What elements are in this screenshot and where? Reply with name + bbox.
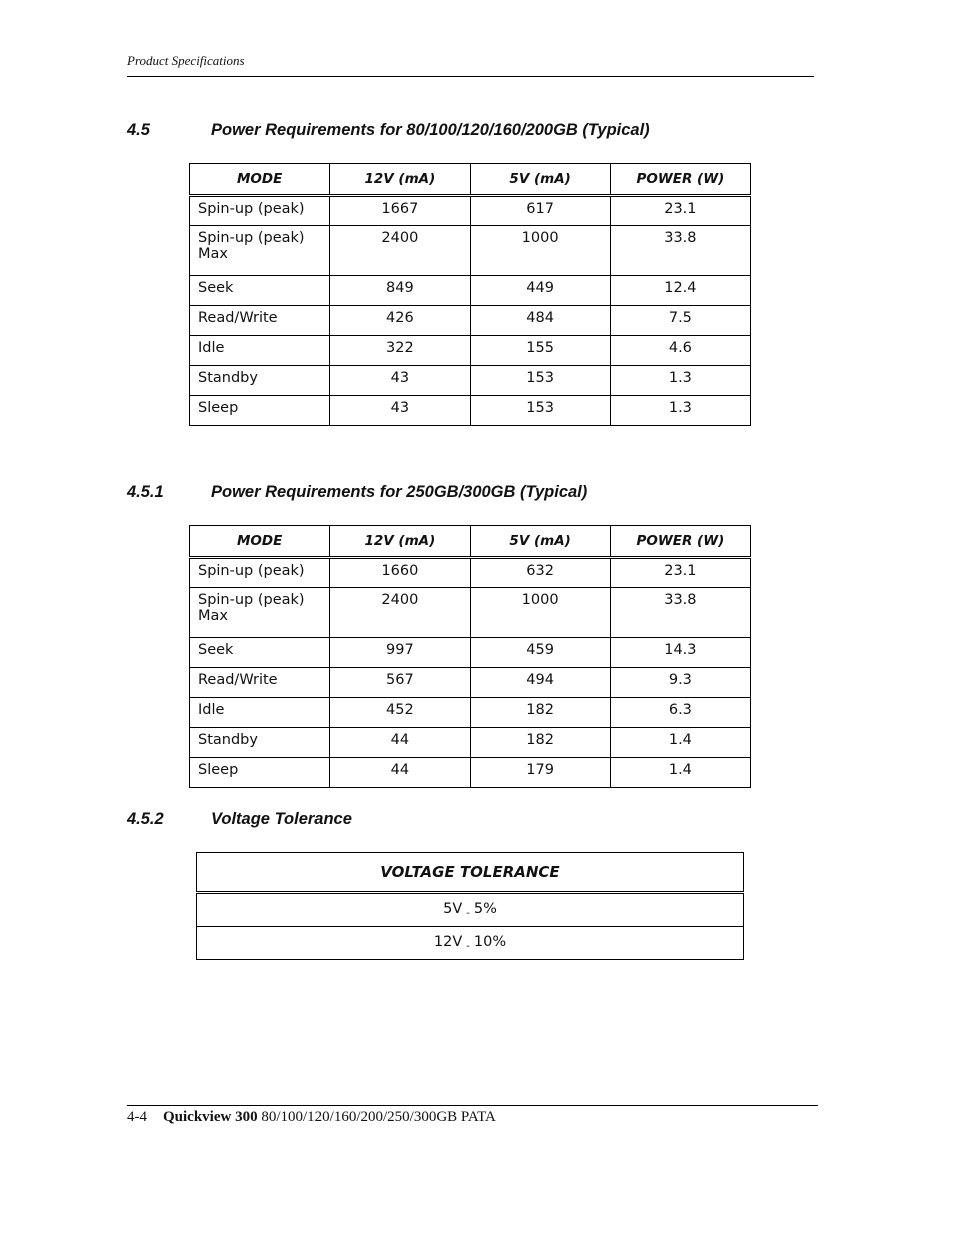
section-number: 4.5.2 [127,810,164,828]
power-cell: 9.3 [610,668,750,698]
product-name: Quickview 300 [163,1109,258,1125]
power-cell: 4.6 [610,336,750,366]
voltage-tolerance-table [196,852,744,960]
table-row [190,226,751,276]
12v-cell: 567 [330,668,470,698]
power-table-80-200gb [189,163,751,426]
column-header: VOLTAGE TOLERANCE [197,853,744,893]
tolerance-cell [197,927,744,960]
12v-cell: 849 [330,276,470,306]
5v-cell: 153 [470,366,610,396]
tolerance-cell [197,893,744,927]
column-header: 5V (mA) [470,164,610,196]
power-cell: 12.4 [610,276,750,306]
table-row [190,588,751,638]
table-row [190,638,751,668]
column-header: MODE [190,164,330,196]
5v-cell: 449 [470,276,610,306]
section-number: 4.5 [127,121,150,139]
mode-cell: Sleep [190,758,330,788]
table-header-row [190,164,751,196]
table-row [190,396,751,426]
power-cell: 1.3 [610,366,750,396]
section-number: 4.5.1 [127,483,164,501]
mode-cell: Standby [190,728,330,758]
column-header: 12V (mA) [330,164,470,196]
5v-cell: 1000 [470,588,610,638]
12v-cell: 2400 [330,588,470,638]
power-cell: 1.4 [610,728,750,758]
12v-cell: 452 [330,698,470,728]
running-header: Product Specifications [127,53,245,68]
table-row [197,893,744,927]
mode-cell: Idle [190,698,330,728]
section-title-text: Voltage Tolerance [211,810,352,828]
header-rule [127,76,814,77]
5v-cell: 617 [470,196,610,226]
5v-cell: 155 [470,336,610,366]
section-title-text: Power Requirements for 80/100/120/160/200GB (Typical) [211,121,650,139]
5v-cell: 494 [470,668,610,698]
section-heading-4-5-1 [127,483,587,502]
table-header-row [190,526,751,558]
12v-cell: 2400 [330,226,470,276]
12v-cell: 1660 [330,558,470,588]
12v-cell: 426 [330,306,470,336]
section-title-text: Power Requirements for 250GB/300GB (Typical) [211,483,588,501]
column-header: MODE [190,526,330,558]
mode-cell: Standby [190,366,330,396]
12v-cell: 44 [330,758,470,788]
voltage-value: 12V [433,934,463,950]
column-header: 12V (mA) [330,526,470,558]
table-row [190,558,751,588]
12v-cell: 322 [330,336,470,366]
mode-cell: Seek [190,276,330,306]
mode-cell: Seek [190,638,330,668]
5v-cell: 153 [470,396,610,426]
table-row [190,366,751,396]
5v-cell: 182 [470,728,610,758]
table-row [190,668,751,698]
power-table-250-300gb [189,525,751,788]
12v-cell: 44 [330,728,470,758]
power-cell: 33.8 [610,588,750,638]
power-cell: 33.8 [610,226,750,276]
12v-cell: 43 [330,366,470,396]
column-header: POWER (W) [610,164,750,196]
mode-cell: Read/Write [190,306,330,336]
column-header: POWER (W) [610,526,750,558]
product-description: 80/100/120/160/200/250/300GB PATA [261,1109,496,1125]
12v-cell: 1667 [330,196,470,226]
power-cell: 14.3 [610,638,750,668]
mode-cell: Spin-up (peak) Max [190,226,330,276]
power-cell: 23.1 [610,558,750,588]
table-row [190,758,751,788]
plus-minus-symbol: - [466,908,470,919]
5v-cell: 459 [470,638,610,668]
power-cell: 7.5 [610,306,750,336]
table-row [190,698,751,728]
tolerance-value: 10% [473,934,507,950]
tolerance-value: 5% [473,901,497,917]
table-row [190,306,751,336]
mode-cell: Spin-up (peak) [190,196,330,226]
12v-cell: 43 [330,396,470,426]
table-row [190,196,751,226]
table-row [190,336,751,366]
mode-cell: Read/Write [190,668,330,698]
table-row [190,276,751,306]
section-heading-4-5-2 [127,810,352,829]
5v-cell: 179 [470,758,610,788]
mode-cell: Idle [190,336,330,366]
power-cell: 6.3 [610,698,750,728]
column-header: 5V (mA) [470,526,610,558]
footer-rule [127,1105,818,1106]
mode-cell: Spin-up (peak) Max [190,588,330,638]
section-heading-4-5 [127,121,650,140]
table-row [190,728,751,758]
page-footer [127,1109,496,1126]
5v-cell: 1000 [470,226,610,276]
mode-cell: Sleep [190,396,330,426]
table-row [197,927,744,960]
5v-cell: 182 [470,698,610,728]
plus-minus-symbol: - [466,941,470,952]
voltage-value: 5V [443,901,463,917]
power-cell: 1.3 [610,396,750,426]
power-cell: 23.1 [610,196,750,226]
mode-cell: Spin-up (peak) [190,558,330,588]
12v-cell: 997 [330,638,470,668]
page-number: 4-4 [127,1109,147,1125]
5v-cell: 484 [470,306,610,336]
table-header-row [197,853,744,893]
5v-cell: 632 [470,558,610,588]
power-cell: 1.4 [610,758,750,788]
